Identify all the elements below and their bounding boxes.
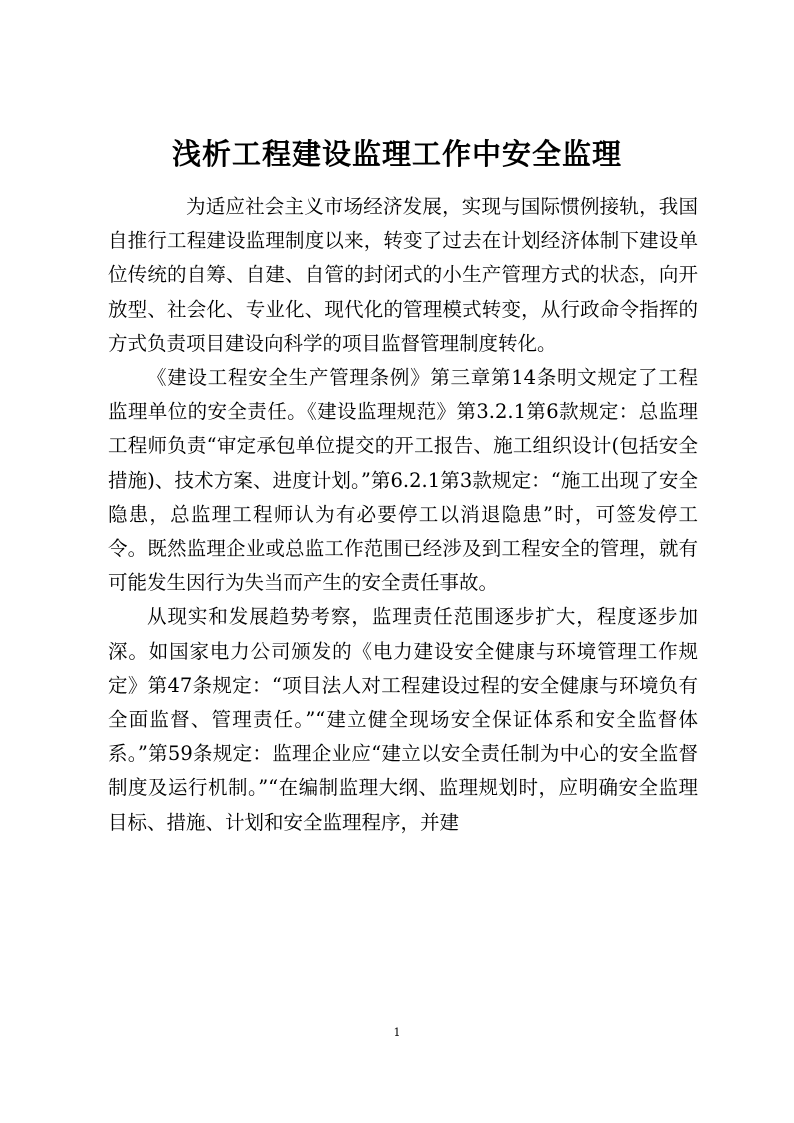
document-body	[108, 190, 698, 840]
paragraph-3: 从现实和发展趋势考察，监理责任范围逐步扩大，程度逐步加深。如国家电力公司颁发的《电力建设安全健康与环境管理工作规定》第47条规定：“项目法人对工程建设过程的安全健康与环境负有全面监督、管理责任。”“建立健全现场安全保证体系和安全监督体系。”第59条规定：监理企业应“建立以安全责任制为中心的安全监督制度及运行机制。”“在编制监理大纲、监理规划时，应明确安全监理目标、措施、计划和安全监理程序，并建	[108, 605, 698, 834]
paragraph-1: 为适应社会主义市场经济发展，实现与国际惯例接轨，我国自推行工程建设监理制度以来，转变了过去在计划经济体制下建设单位传统的自筹、自建、自管的封闭式的小生产管理方式的状态，向开放型、社会化、专业化、现代化的管理模式转变，从行政命令指挥的方式负责项目建设向科学的项目监督管理制度转化。	[108, 195, 698, 355]
page-number: 1	[393, 1026, 401, 1039]
paragraph-2: 《建设工程安全生产管理条例》第三章第14条明文规定了工程监理单位的安全责任。《建设监理规范》第3.2.1第6款规定：总监理工程师负责“审定承包单位提交的开工报告、施工组织设计(包括安全措施)、技术方案、进度计划。”第6.2.1第3款规定：“施工出现了安全隐患，总监理工程师认为有必要停工以消退隐患”时，可签发停工令。既然监理企业或总监工作范围已经涉及到工程安全的管理，就有可能发生因行为失当而产生的安全责任事故。	[108, 366, 698, 595]
document-title: 浅析工程建设监理工作中安全监理	[171, 137, 622, 171]
